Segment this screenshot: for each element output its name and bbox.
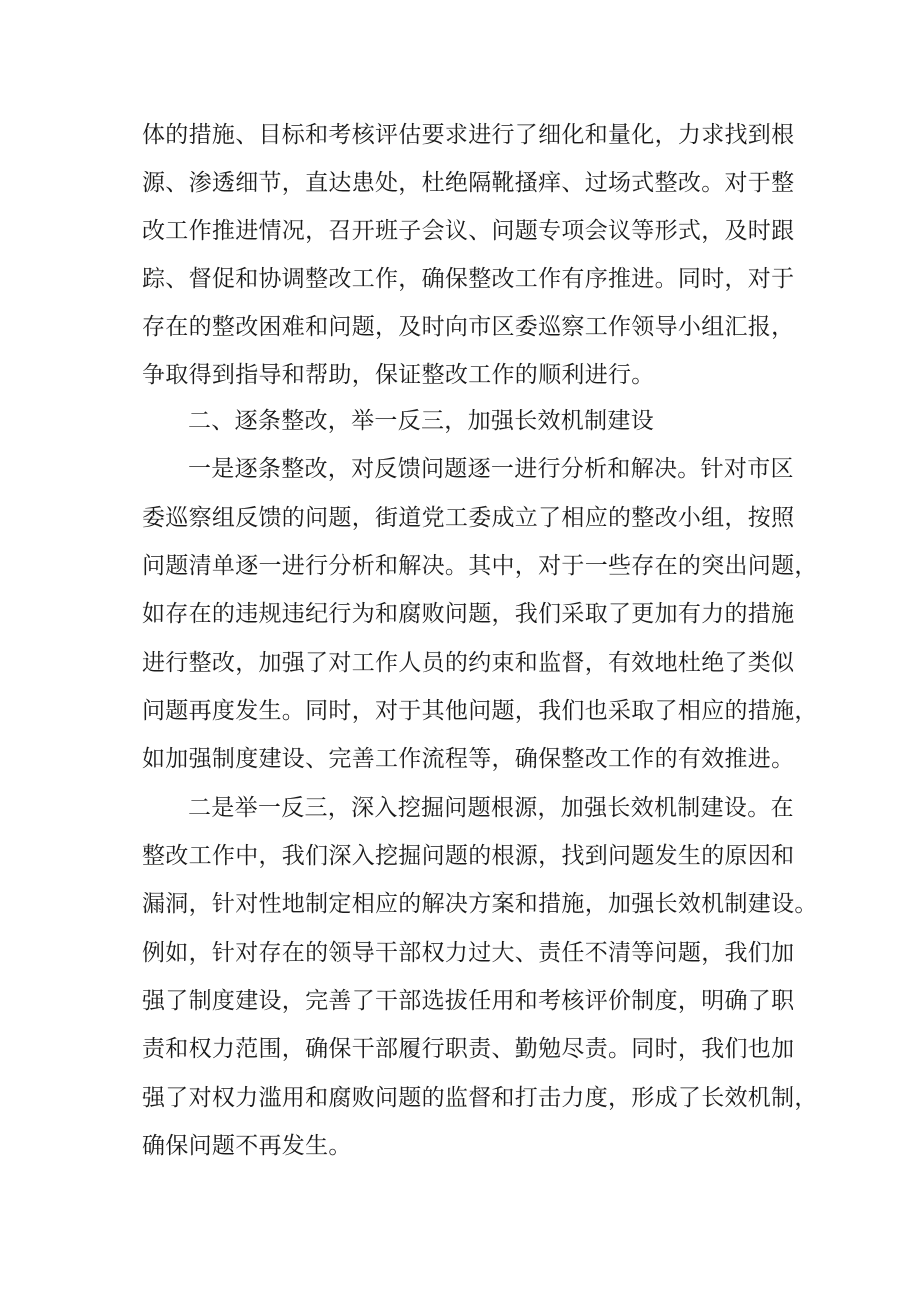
paragraph-line: 整改工作中，我们深入挖掘问题的根源，找到问题发生的原因和 (142, 843, 795, 869)
paragraph-line: 强了制度建设，完善了干部选拔任用和考核评价制度，明确了职 (142, 988, 795, 1014)
paragraph-line: 争取得到指导和帮助，保证整改工作的顺利进行。 (142, 362, 655, 388)
paragraph-line: 问题再度发生。同时，对于其他问题，我们也采取了相应的措施， (142, 698, 818, 724)
paragraph-line: 问题清单逐一进行分析和解决。其中，对于一些存在的突出问题， (142, 553, 818, 579)
paragraph-line: 例如，针对存在的领导干部权力过大、责任不清等问题，我们加 (142, 940, 795, 966)
paragraph-line: 踪、督促和协调整改工作，确保整改工作有序推进。同时，对于 (142, 266, 795, 292)
paragraph-line: 改工作推进情况，召开班子会议、问题专项会议等形式，及时跟 (142, 218, 795, 244)
paragraph-line: 存在的整改困难和问题，及时向市区委巡察工作领导小组汇报， (142, 314, 795, 340)
paragraph-line: 如存在的违规违纪行为和腐败问题，我们采取了更加有力的措施 (142, 601, 795, 627)
paragraph-line: 一是逐条整改，对反馈问题逐一进行分析和解决。针对市区 (188, 456, 794, 482)
section-heading: 二、逐条整改，举一反三，加强长效机制建设 (188, 408, 654, 434)
paragraph-line: 漏洞，针对性地制定相应的解决方案和措施，加强长效机制建设。 (142, 891, 818, 917)
paragraph-line: 源、渗透细节，直达患处，杜绝隔靴搔痒、过场式整改。对于整 (142, 170, 795, 196)
paragraph-line: 强了对权力滥用和腐败问题的监督和打击力度，形成了长效机制， (142, 1085, 818, 1111)
paragraph-line: 责和权力范围，确保干部履行职责、勤勉尽责。同时，我们也加 (142, 1036, 795, 1062)
paragraph-line: 体的措施、目标和考核评估要求进行了细化和量化，力求找到根 (142, 122, 795, 148)
paragraph-line: 如加强制度建设、完善工作流程等，确保整改工作的有效推进。 (142, 746, 795, 772)
paragraph-line: 二是举一反三，深入挖掘问题根源，加强长效机制建设。在 (188, 795, 794, 821)
paragraph-line: 委巡察组反馈的问题，街道党工委成立了相应的整改小组，按照 (142, 505, 795, 531)
paragraph-line: 确保问题不再发生。 (142, 1133, 352, 1159)
paragraph-line: 进行整改，加强了对工作人员的约束和监督，有效地杜绝了类似 (142, 650, 795, 676)
